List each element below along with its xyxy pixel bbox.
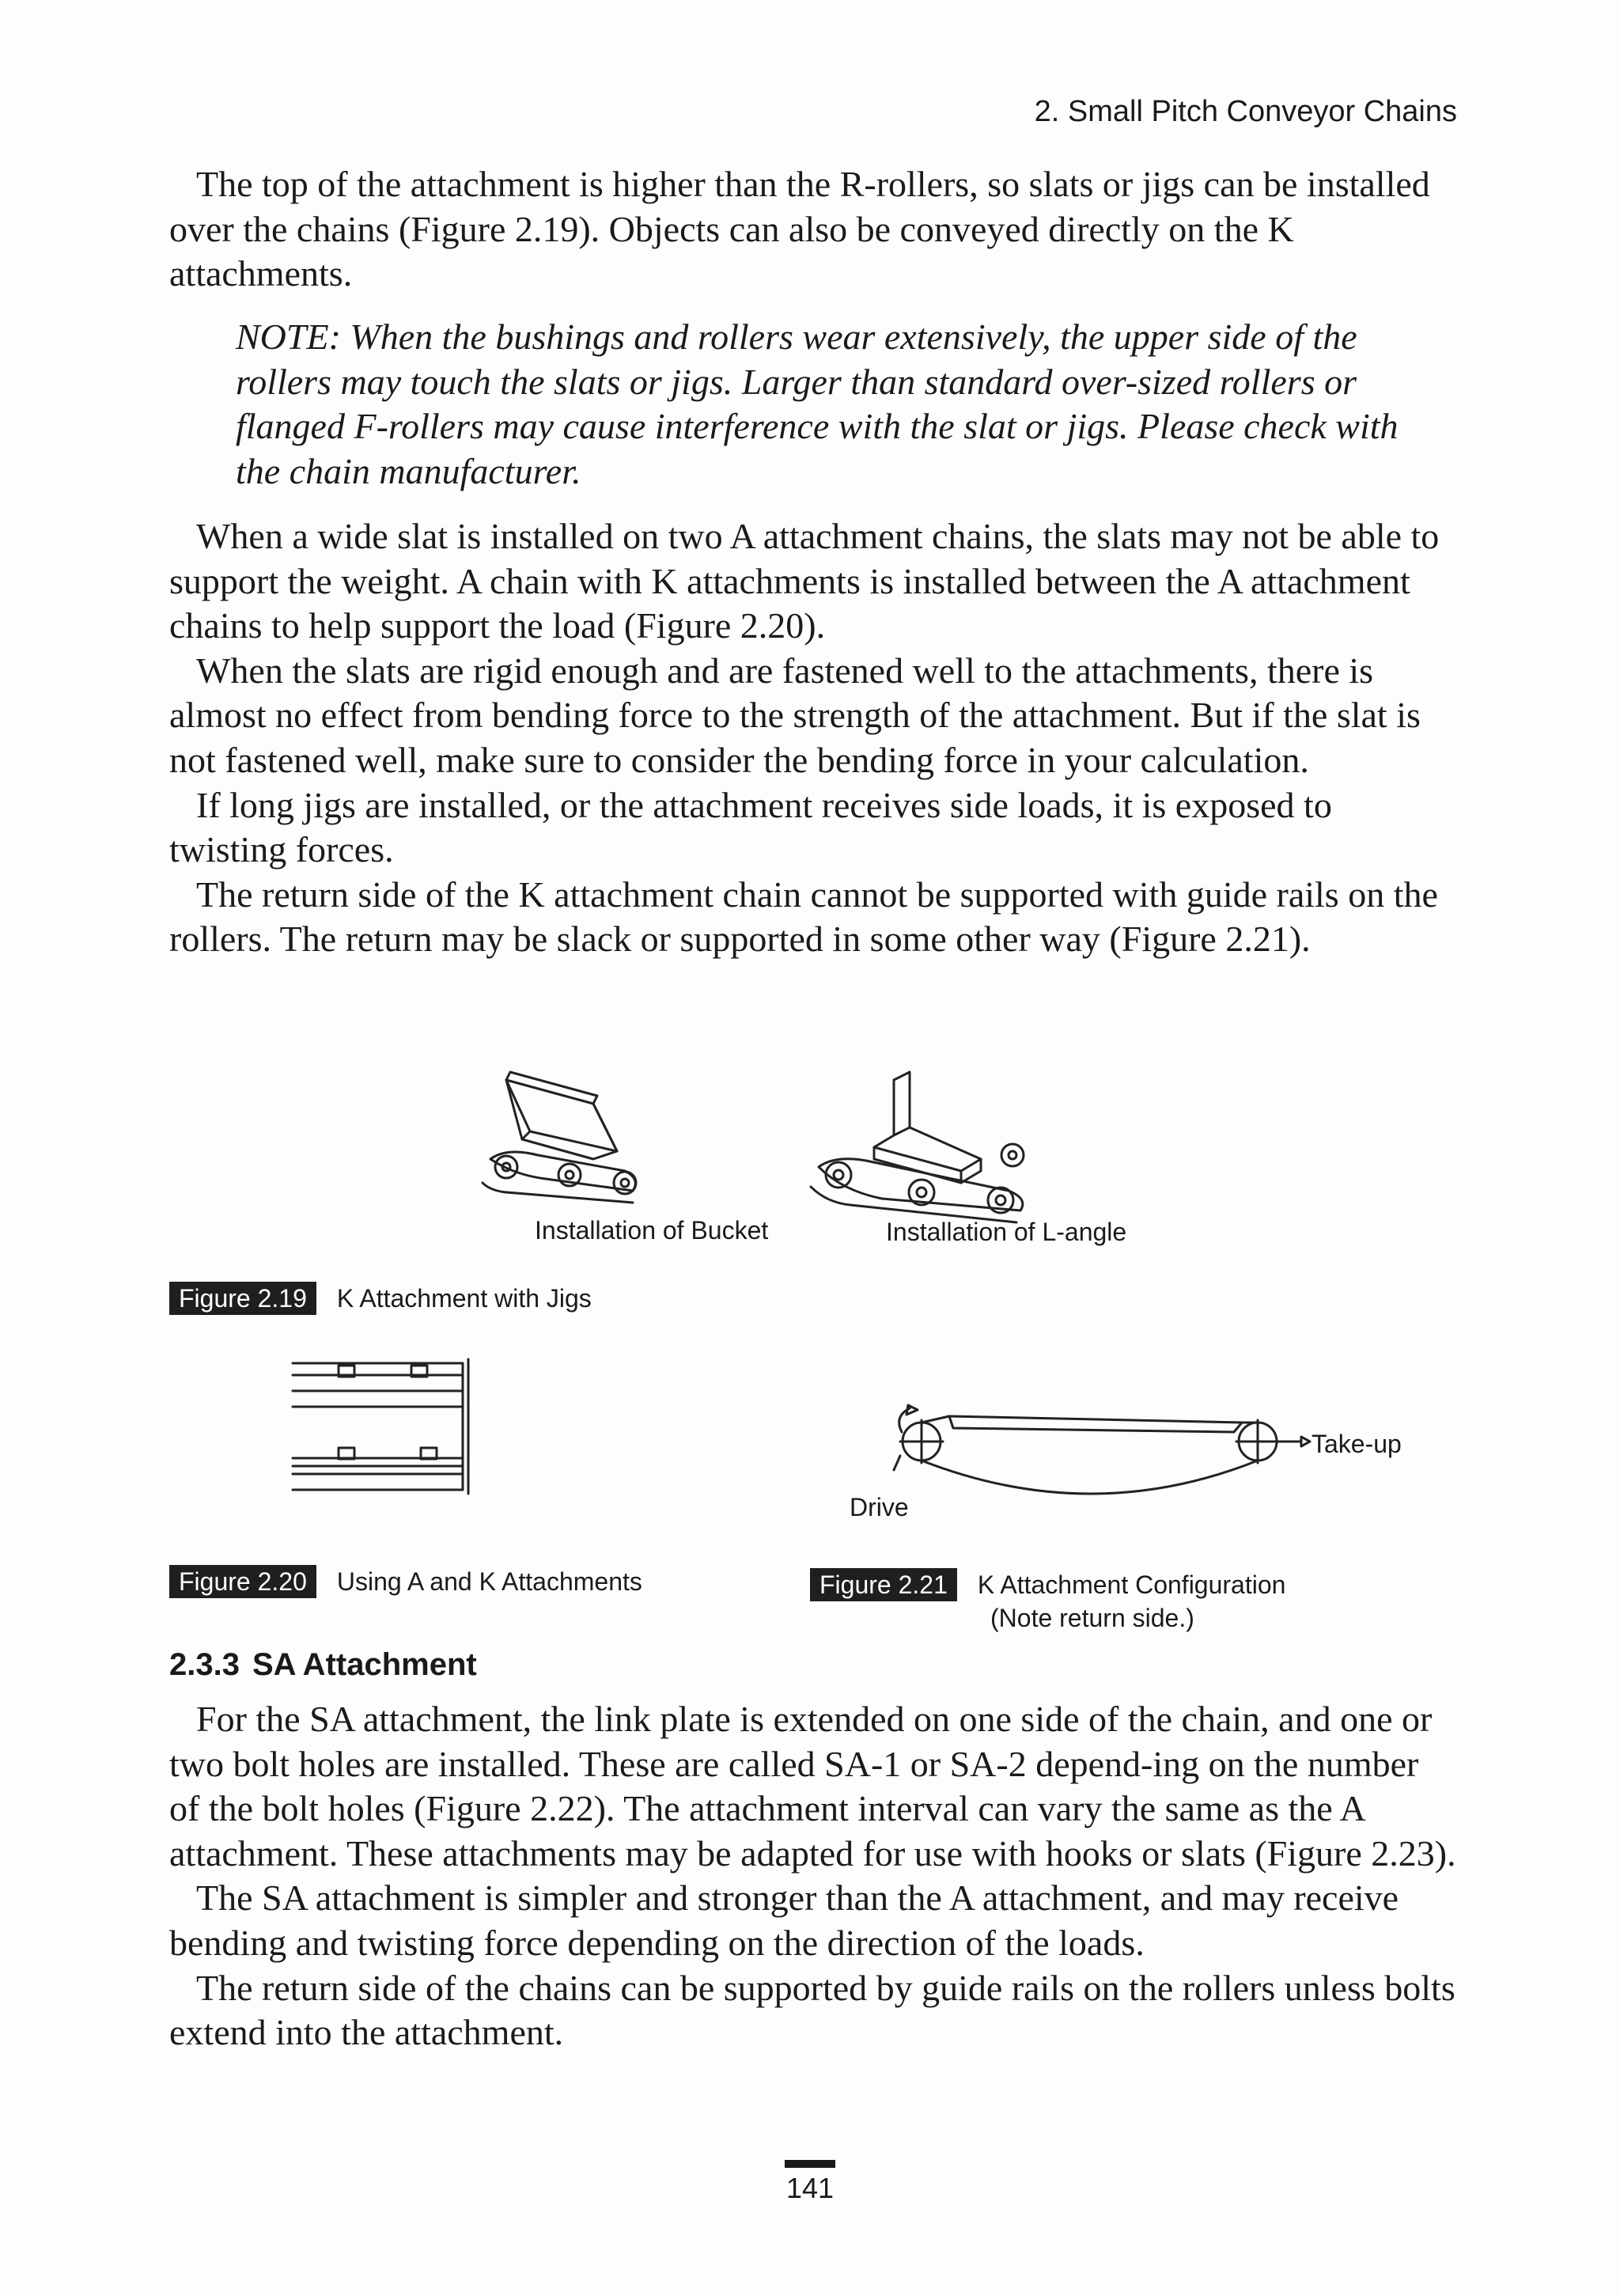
paragraph: The top of the attachment is higher than the R-rollers, so slats or jigs can be installed over the chains (Figure 2.19). Objects can also be conveyed directly on the K attachments. [169,164,1430,294]
bucket-attachment-illustration [475,1072,657,1214]
running-head: 2. Small Pitch Conveyor Chains [1034,95,1457,128]
label-installation-of-bucket: Installation of Bucket [535,1216,769,1245]
paragraph: For the SA attachment, the link plate is extended on one side of the chain, and one or two bolt holes are installed. These are called SA-1 or SA-2 depend-ing on the number of the bolt holes (Figure 2.22). The attachment interval can vary the same as the A attachment. These attachments may be adapted for use with hooks or slats (Figure 2.23). [169,1699,1456,1874]
figure-2-20-caption [169,1565,642,1598]
page-number-bar [785,2160,835,2168]
label-installation-of-l-angle: Installation of L-angle [886,1218,1127,1246]
label-drive: Drive [850,1493,909,1521]
label-take-up: Take-up [1312,1430,1402,1458]
page-number: 141 [785,2172,835,2204]
paragraph: The return side of the chains can be supported by guide rails on the rollers unless bolts extend into the attachment. [169,1967,1455,2053]
a-and-k-attachment-illustration [293,1359,475,1498]
paragraph: When a wide slat is installed on two A attachment chains, the slats may not be able to support the weight. A chain with K attachments is installed between the A attachment chains to help support the load (Figure 2.20). [169,516,1440,646]
figure-caption-text: K Attachment Configuration [977,1570,1286,1599]
text-block-intro [169,162,1457,297]
text-block-middle [169,514,1457,962]
section-title: SA Attachment [252,1647,477,1682]
figure-caption-text: K Attachment with Jigs [336,1284,592,1313]
figure-2-19-caption [169,1282,592,1315]
figure-caption-note: (Note return side.) [990,1604,1194,1632]
figure-number: Figure 2.20 [169,1565,316,1598]
figure-2-21-caption [810,1568,1285,1635]
figure-caption-text: Using A and K Attachments [336,1567,642,1596]
note: NOTE: When the bushings and rollers wear extensively, the upper side of the rollers may touch the slats or jigs. Larger than standard over-sized rollers or flanged F-rollers may cause interference with the slat or jigs. Please check with the chain manufacturer. [236,316,1399,491]
paragraph: If long jigs are installed, or the attachment receives side loads, it is exposed to twisting forces. [169,784,1332,870]
figure-number: Figure 2.19 [169,1282,316,1315]
section-number: 2.3.3 [169,1647,240,1682]
section-heading [169,1647,477,1683]
k-attachment-configuration-illustration [870,1400,1313,1519]
paragraph: The return side of the K attachment chain cannot be supported with guide rails on the rollers. The return may be slack or supported in some other way (Figure 2.21). [169,873,1438,960]
figure-number: Figure 2.21 [810,1568,957,1601]
l-angle-attachment-illustration [803,1072,1040,1230]
paragraph: The SA attachment is simpler and stronger than the A attachment, and may receive bending and twisting force depending on the direction of the loads. [169,1877,1399,1963]
paragraph: When the slats are rigid enough and are fastened well to the attachments, there is almost no effect from bending force to the strength of the attachment. But if the slat is not fastened well, make sure to consider the bending force in your calculation. [169,650,1421,780]
text-block-sa-attachment [169,1697,1457,2055]
